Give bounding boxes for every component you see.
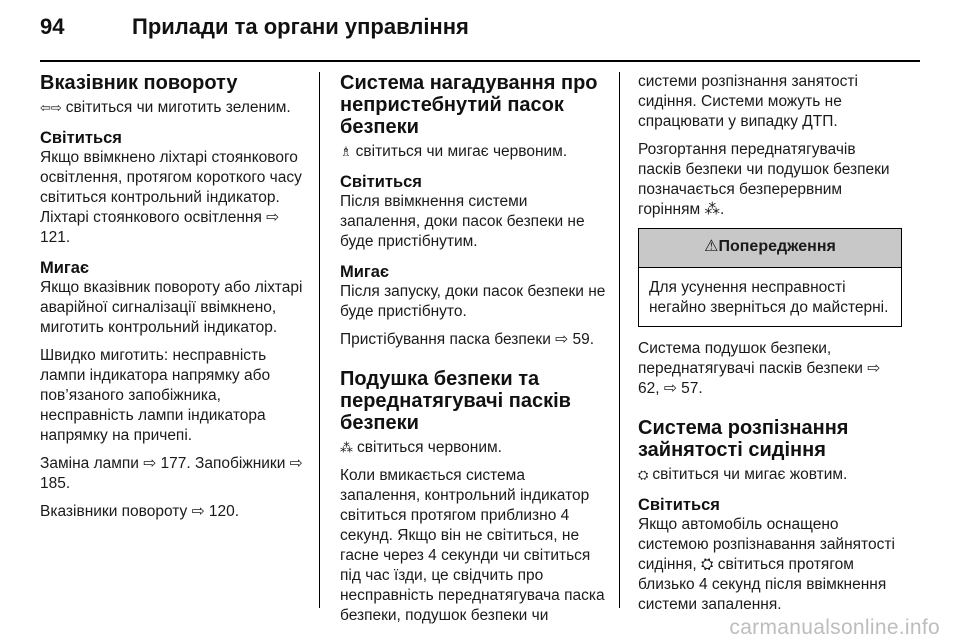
watermark: carmanualsonline.info bbox=[729, 616, 940, 639]
paragraph: Після запуску, доки пасок безпеки не буде пристібнуто. bbox=[340, 283, 606, 320]
subheading-lit: Світиться bbox=[40, 129, 122, 147]
section-heading-seatbelt-reminder: Система нагадування про непристебнутий пасок безпеки bbox=[340, 72, 598, 138]
icon-line-text: світиться чи мигає червоним. bbox=[355, 143, 568, 160]
warning-box bbox=[638, 228, 902, 327]
turn-signal-icon: ⇦⇨ bbox=[40, 100, 62, 115]
subheading-lit: Світиться bbox=[340, 173, 422, 191]
page-header bbox=[40, 14, 920, 52]
paragraph: Якщо ввімкнено ліхтарі стоянкового освітлення, протягом короткого часу світиться контрольний індикатор. Ліхтарі стоянкового освітлення ⇨ 121. bbox=[40, 149, 302, 246]
column-divider bbox=[619, 72, 620, 608]
icon-line bbox=[340, 438, 608, 458]
airbag-icon: ⁂ bbox=[340, 440, 353, 455]
subheading-flashing: Мигає bbox=[40, 259, 90, 277]
section-heading-seat-occupancy: Система розпізнання зайнятості сидіння bbox=[638, 417, 849, 461]
paragraph: Система подушок безпеки, переднатягувачі пасків безпеки ⇨ 62, ⇨ 57. bbox=[638, 340, 881, 397]
paragraph: Коли вмикається система запалення, контрольний індикатор світиться протягом приблизно 4 секунд. Якщо він не світиться, не гасне через 4 секунди чи світиться під час їзди, це свідчить про несправність переднатягувача паска безпеки, подушок безпеки чи bbox=[340, 467, 605, 624]
subheading-flashing: Мигає bbox=[340, 263, 390, 281]
seat-occupancy-icon: ⛭ bbox=[638, 467, 649, 482]
icon-line bbox=[40, 98, 308, 118]
warning-text: Для усунення несправності негайно зверніться до майстерні. bbox=[649, 279, 889, 316]
paragraph: Заміна лампи ⇨ 177. Запобіжники ⇨ 185. bbox=[40, 455, 303, 492]
subheading-lit: Світиться bbox=[638, 496, 720, 514]
paragraph: системи розпізнання занятості сидіння. Системи можуть не спрацювати у випадку ДТП. bbox=[638, 73, 858, 130]
icon-line-text: світиться чи мигає жовтим. bbox=[652, 466, 848, 483]
paragraph: Після ввімкнення системи запалення, доки пасок безпеки не буде пристібнутим. bbox=[340, 193, 585, 250]
icon-line bbox=[638, 465, 902, 485]
section-heading-turn-signal: Вказівник повороту bbox=[40, 72, 238, 94]
column-2 bbox=[340, 72, 608, 634]
paragraph: Вказівники повороту ⇨ 120. bbox=[40, 503, 240, 520]
warning-title: ⚠Попередження bbox=[639, 229, 901, 268]
column-3 bbox=[638, 72, 902, 623]
paragraph: Якщо автомобіль оснащено системою розпізнавання зайнятості сидіння, ⛭ світиться протягом близько 4 секунд після ввімкнення системи запалення. bbox=[638, 516, 895, 613]
column-divider bbox=[319, 72, 320, 608]
section-heading-airbag: Подушка безпеки та переднатягувачі пасків безпеки bbox=[340, 368, 571, 434]
paragraph: Розгортання переднатягувачів пасків безпеки чи подушок безпеки позначається безперервним горінням ⁂. bbox=[638, 141, 890, 218]
column-1 bbox=[40, 72, 308, 530]
header-rule bbox=[40, 60, 920, 62]
seatbelt-icon: ♗ bbox=[340, 144, 352, 159]
icon-line-text: світиться чи миготить зеленим. bbox=[65, 99, 291, 116]
page-number: 94 bbox=[40, 14, 65, 39]
paragraph: Швидко миготить: несправність лампи індикатора напрямку або пов’язаного запобіжника, несправність лампи індикатора напрямку на причепі. bbox=[40, 347, 271, 444]
paragraph: Якщо вказівник повороту або ліхтарі аварійної сигналізації ввімкнено, миготить контрольний індикатор. bbox=[40, 279, 303, 336]
paragraph: Пристібування паска безпеки ⇨ 59. bbox=[340, 331, 595, 348]
icon-line-text: світиться червоним. bbox=[357, 439, 502, 456]
icon-line bbox=[340, 142, 608, 162]
page-title: Прилади та органи управління bbox=[132, 14, 469, 39]
